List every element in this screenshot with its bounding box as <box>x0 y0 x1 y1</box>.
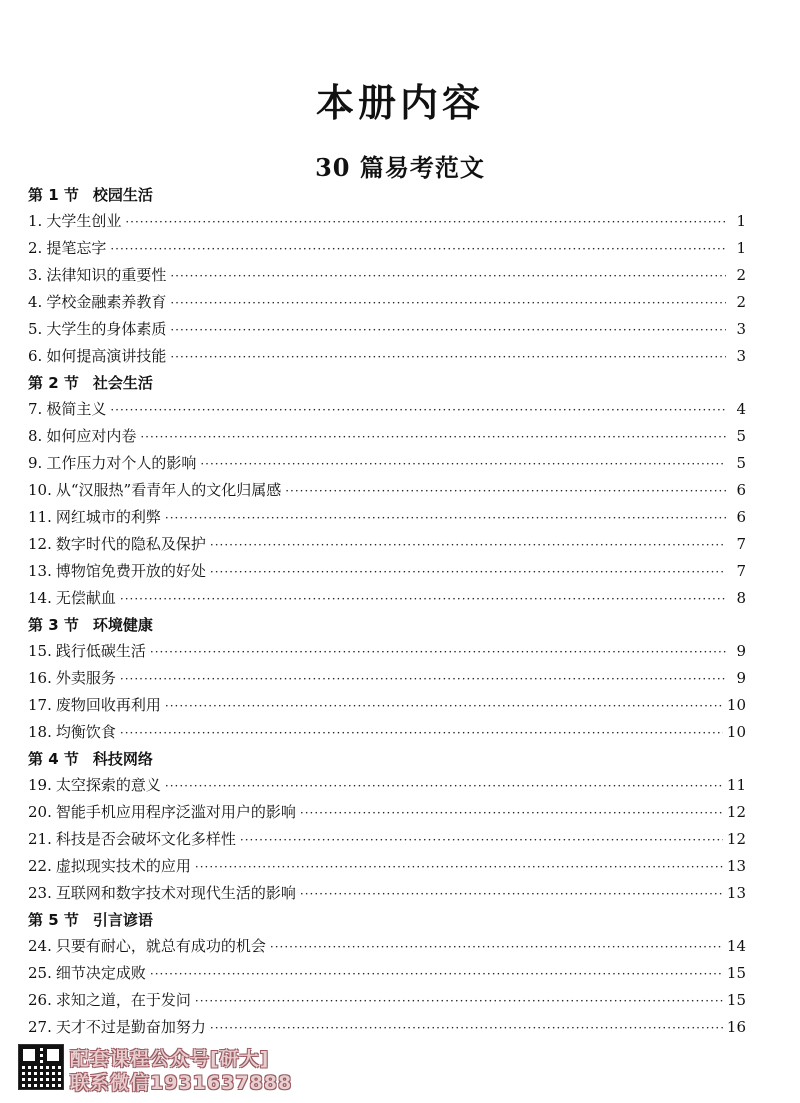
dot-leader <box>120 720 723 747</box>
entry-title: 博物馆免费开放的好处 <box>55 562 206 580</box>
entry-title: 外卖服务 <box>55 669 116 687</box>
toc-entry <box>28 396 746 423</box>
dot-leader <box>170 263 726 290</box>
dot-leader <box>195 988 723 1015</box>
entry-number: 15. <box>28 642 52 660</box>
toc-entry <box>28 477 746 504</box>
entry-title: 法律知识的重要性 <box>46 266 167 284</box>
toc-entry <box>28 208 746 235</box>
entry-title: 践行低碳生活 <box>55 642 146 660</box>
entry-page-number: 6 <box>736 508 746 526</box>
dot-leader <box>110 236 726 263</box>
toc-entry <box>28 423 746 450</box>
entry-title: 虚拟现实技术的应用 <box>55 857 191 875</box>
entry-page-number: 5 <box>736 427 746 445</box>
section-label: 第 5 节 <box>28 911 79 929</box>
entry-page-number: 7 <box>736 562 746 580</box>
entry-number: 25. <box>28 964 52 982</box>
section-heading <box>28 182 746 208</box>
dot-leader <box>150 639 726 666</box>
section-heading <box>28 370 746 396</box>
toc-entry <box>28 504 746 531</box>
entry-page-number: 15 <box>726 964 746 982</box>
entry-page-number: 7 <box>736 535 746 553</box>
entry-number: 17. <box>28 696 52 714</box>
entry-title: 废物回收再利用 <box>55 696 161 714</box>
page-subtitle: 30 篇易考范文 <box>315 153 485 182</box>
dot-leader <box>120 586 726 613</box>
entry-page-number: 1 <box>736 239 746 257</box>
entry-number: 26. <box>28 991 52 1009</box>
entry-number: 9. <box>28 454 43 472</box>
toc-entry <box>28 772 746 799</box>
dot-leader <box>200 451 726 478</box>
entry-title: 互联网和数字技术对现代生活的影响 <box>55 884 296 902</box>
watermark-line-1: 配套课程公众号[研大] <box>70 1048 270 1070</box>
dot-leader <box>150 961 723 988</box>
entry-page-number: 2 <box>736 266 746 284</box>
toc-entry <box>28 880 746 907</box>
page-title: 本册内容 <box>315 80 484 125</box>
section-heading <box>28 612 746 638</box>
dot-leader <box>285 478 726 505</box>
entry-number: 22. <box>28 857 52 875</box>
entry-number: 19. <box>28 776 52 794</box>
entry-title: 工作压力对个人的影响 <box>46 454 197 472</box>
entry-title: 均衡饮食 <box>55 723 116 741</box>
toc-entry <box>28 531 746 558</box>
dot-leader <box>110 397 726 424</box>
toc-entry <box>28 987 746 1014</box>
entry-number: 5. <box>28 320 43 338</box>
toc-entry <box>28 343 746 370</box>
section-heading <box>28 907 746 933</box>
section-name: 社会生活 <box>92 374 153 392</box>
toc-entry <box>28 853 746 880</box>
entry-number: 27. <box>28 1018 52 1036</box>
dot-leader <box>125 209 726 236</box>
entry-title: 提笔忘字 <box>46 239 107 257</box>
entry-page-number: 8 <box>736 589 746 607</box>
entry-number: 12. <box>28 535 52 553</box>
dot-leader <box>300 881 723 908</box>
dot-leader <box>210 1015 723 1042</box>
entry-number: 14. <box>28 589 52 607</box>
entry-title: 数字时代的隐私及保护 <box>55 535 206 553</box>
toc-entry <box>28 665 746 692</box>
toc-entry <box>28 826 746 853</box>
dot-leader <box>165 505 726 532</box>
entry-number: 13. <box>28 562 52 580</box>
dot-leader <box>300 800 723 827</box>
entry-page-number: 12 <box>726 803 746 821</box>
entry-page-number: 16 <box>726 1018 746 1036</box>
entry-number: 4. <box>28 293 43 311</box>
entry-page-number: 13 <box>726 884 746 902</box>
entry-number: 6. <box>28 347 43 365</box>
toc-entry <box>28 638 746 665</box>
entry-number: 10. <box>28 481 52 499</box>
entry-page-number: 15 <box>726 991 746 1009</box>
toc-entry <box>28 585 746 612</box>
entry-number: 7. <box>28 400 43 418</box>
dot-leader <box>210 559 726 586</box>
entry-title: 无偿献血 <box>55 589 116 607</box>
entry-title: 极简主义 <box>46 400 107 418</box>
entry-title: 如何提高演讲技能 <box>46 347 167 365</box>
entry-number: 1. <box>28 212 43 230</box>
section-name: 科技网络 <box>92 750 153 768</box>
entry-number: 8. <box>28 427 43 445</box>
entry-number: 24. <box>28 937 52 955</box>
entry-page-number: 3 <box>736 320 746 338</box>
toc-entry <box>28 692 746 719</box>
entry-page-number: 2 <box>736 293 746 311</box>
toc-entry <box>28 235 746 262</box>
entry-page-number: 9 <box>736 669 746 687</box>
toc-entry <box>28 719 746 746</box>
toc-entry <box>28 450 746 477</box>
entry-number: 3. <box>28 266 43 284</box>
dot-leader <box>140 424 726 451</box>
entry-page-number: 14 <box>726 937 746 955</box>
entry-number: 21. <box>28 830 52 848</box>
dot-leader <box>170 317 726 344</box>
entry-page-number: 13 <box>726 857 746 875</box>
watermark <box>18 1044 318 1094</box>
entry-number: 20. <box>28 803 52 821</box>
entry-page-number: 1 <box>736 212 746 230</box>
toc-entry <box>28 262 746 289</box>
entry-page-number: 10 <box>726 723 746 741</box>
entry-page-number: 11 <box>726 776 746 794</box>
watermark-line-2: 联系微信1931637888 <box>70 1072 293 1094</box>
toc-entry <box>28 289 746 316</box>
dot-leader <box>120 666 726 693</box>
entry-page-number: 4 <box>736 400 746 418</box>
entry-title: 科技是否会破坏文化多样性 <box>55 830 236 848</box>
entry-page-number: 10 <box>726 696 746 714</box>
entry-number: 16. <box>28 669 52 687</box>
entry-page-number: 3 <box>736 347 746 365</box>
dot-leader <box>195 854 723 881</box>
entry-title: 网红城市的利弊 <box>55 508 161 526</box>
entry-number: 18. <box>28 723 52 741</box>
entry-number: 11. <box>28 508 52 526</box>
entry-title: 智能手机应用程序泛滥对用户的影响 <box>55 803 296 821</box>
section-name: 环境健康 <box>92 616 153 634</box>
section-heading <box>28 746 746 772</box>
toc-entry <box>28 558 746 585</box>
entry-title: 大学生的身体素质 <box>46 320 167 338</box>
section-label: 第 2 节 <box>28 374 79 392</box>
toc-entry <box>28 316 746 343</box>
toc-entry <box>28 933 746 960</box>
entry-title: 学校金融素养教育 <box>46 293 167 311</box>
dot-leader <box>210 532 726 559</box>
section-label: 第 1 节 <box>28 186 79 204</box>
entry-page-number: 5 <box>736 454 746 472</box>
dot-leader <box>170 290 726 317</box>
dot-leader <box>270 934 723 961</box>
toc-entry <box>28 799 746 826</box>
section-label: 第 4 节 <box>28 750 79 768</box>
entry-page-number: 12 <box>726 830 746 848</box>
dot-leader <box>240 827 723 854</box>
entry-title: 太空探索的意义 <box>55 776 161 794</box>
table-of-contents <box>28 182 746 1041</box>
entry-title: 求知之道，在于发问 <box>55 991 191 1009</box>
entry-title: 从“汉服热”看青年人的文化归属感 <box>55 481 282 499</box>
section-label: 第 3 节 <box>28 616 79 634</box>
entry-title: 天才不过是勤奋加努力 <box>55 1018 206 1036</box>
section-name: 校园生活 <box>92 186 153 204</box>
section-name: 引言谚语 <box>92 911 153 929</box>
qr-code-icon <box>18 1044 64 1090</box>
entry-title: 如何应对内卷 <box>46 427 137 445</box>
toc-entry <box>28 960 746 987</box>
entry-title: 细节决定成败 <box>55 964 146 982</box>
toc-entry <box>28 1014 746 1041</box>
entry-title: 只要有耐心，就总有成功的机会 <box>55 937 266 955</box>
entry-page-number: 6 <box>736 481 746 499</box>
dot-leader <box>165 693 723 720</box>
entry-title: 大学生创业 <box>46 212 122 230</box>
entry-page-number: 9 <box>736 642 746 660</box>
dot-leader <box>170 344 726 371</box>
entry-number: 2. <box>28 239 43 257</box>
dot-leader <box>165 773 723 800</box>
entry-number: 23. <box>28 884 52 902</box>
